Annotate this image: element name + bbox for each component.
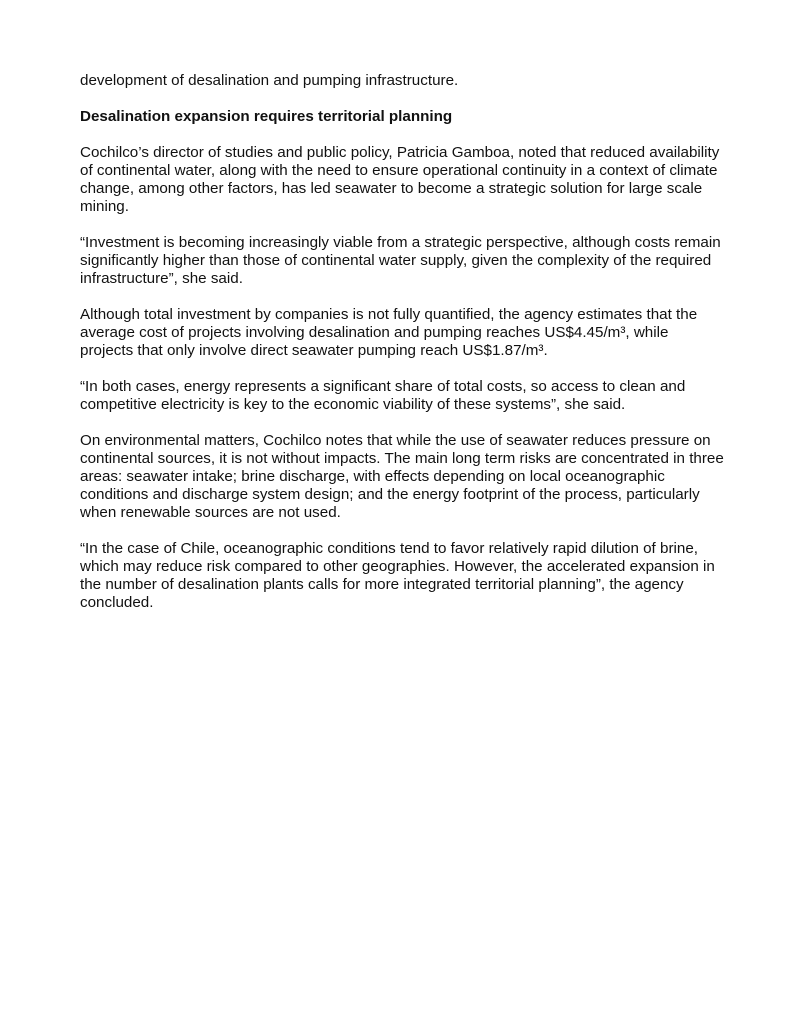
paragraph-continuation: development of desalination and pumping infrastructure. (80, 72, 459, 89)
paragraph-energy-quote: “In both cases, energy represents a significant share of total costs, so access to clean and competitive electricity is key to the economic viability of these systems”, she said. (80, 378, 686, 413)
paragraph-investment-quote: “Investment is becoming increasingly viable from a strategic perspective, although costs remain significantly higher than those of continental water supply, given the complexity of the required infrastructure”, she said. (80, 234, 721, 287)
paragraph-environmental-risks: On environmental matters, Cochilco notes that while the use of seawater reduces pressure on continental sources, it is not without impacts. The main long term risks are concentrated in three areas: seawater intake; brine discharge, with effects depending on local oceanographic conditions and discharge system design; and the energy footprint of the process, particularly when renewable sources are not used. (80, 432, 724, 521)
paragraph-chile-conclusion: “In the case of Chile, oceanographic conditions tend to favor relatively rapid dilution of brine, which may reduce risk compared to other geographies. However, the accelerated expansion in the number of desalination plants calls for more integrated territorial planning”, the agency concluded. (80, 540, 715, 611)
section-heading: Desalination expansion requires territorial planning (80, 108, 453, 125)
paragraph-cost-estimates: Although total investment by companies is not fully quantified, the agency estimates that the average cost of projects involving desalination and pumping reaches US$4.45/m³, while projects that only involve direct seawater pumping reach US$1.87/m³. (80, 306, 698, 359)
paragraph-gamboa-intro: Cochilco’s director of studies and public policy, Patricia Gamboa, noted that reduced availability of continental water, along with the need to ensure operational continuity in a context of climate change, among other factors, has led seawater to become a strategic solution for large scale mining. (80, 144, 720, 215)
document-page (80, 72, 725, 630)
